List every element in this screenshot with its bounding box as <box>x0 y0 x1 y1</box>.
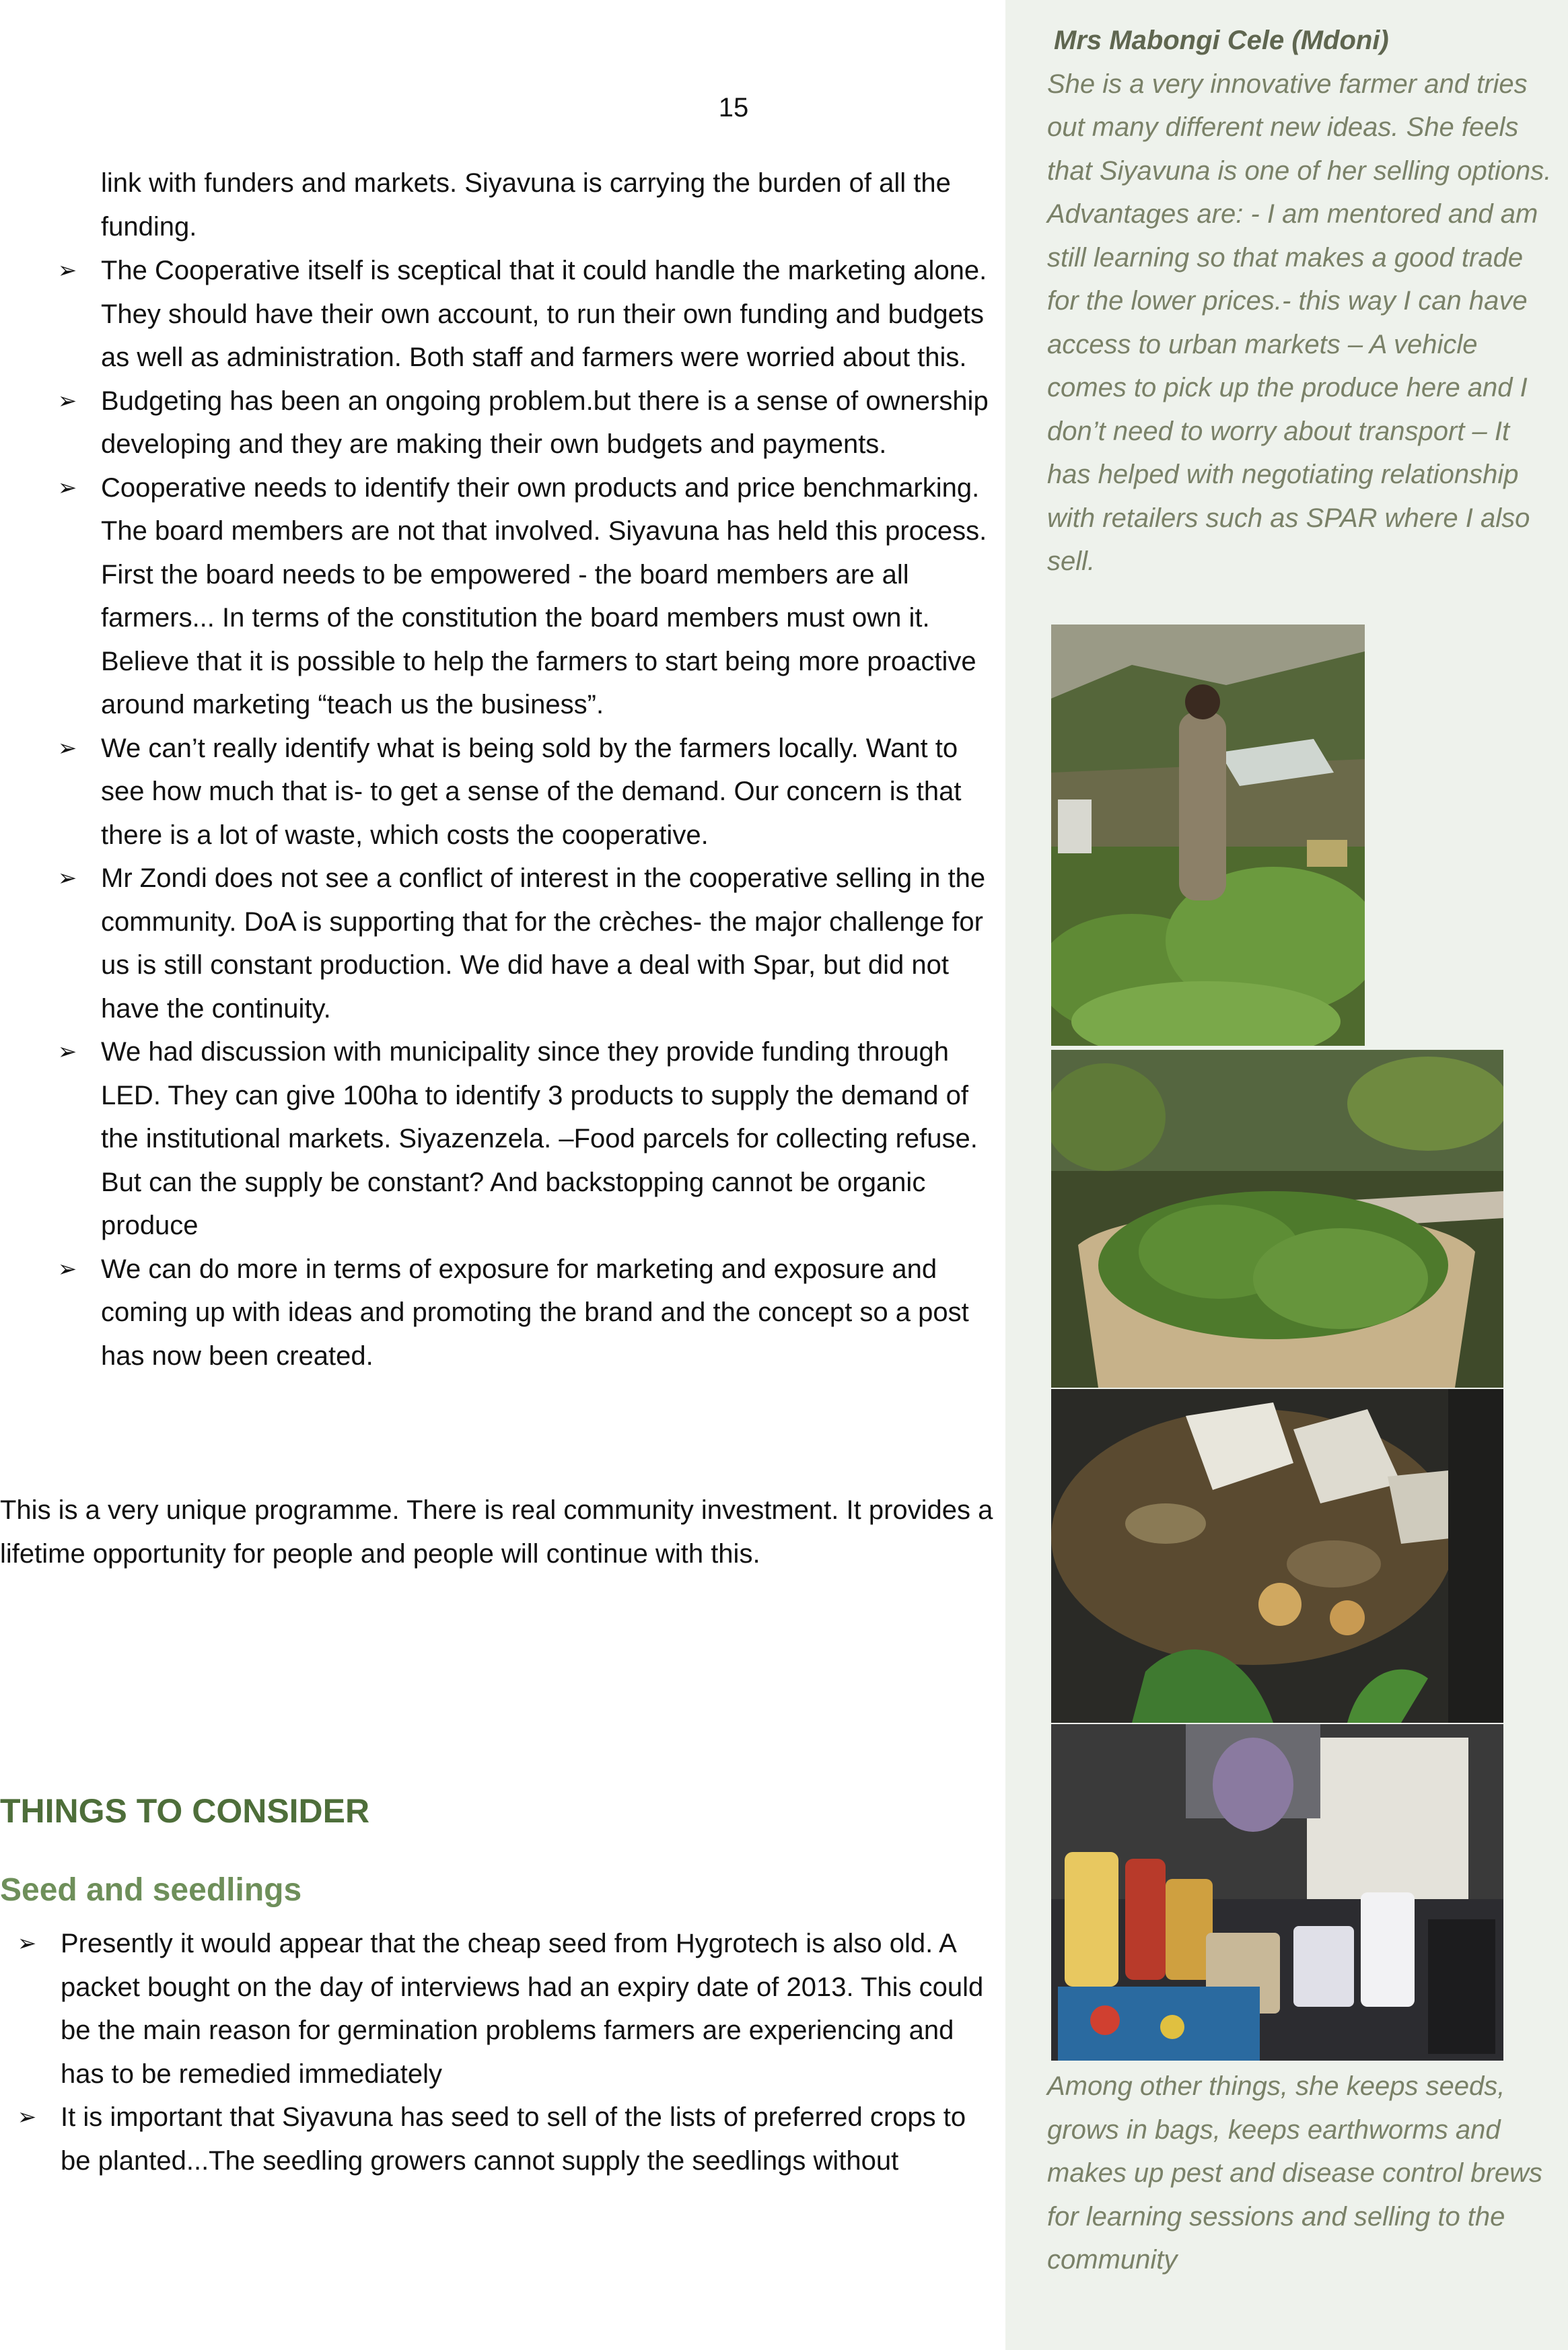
arrow-bullet-icon: ➢ <box>57 474 77 501</box>
compost-bin-image <box>1051 1389 1503 1723</box>
list-item-text: Presently it would appear that the cheap seed from Hygrotech is also old. A packet bought on the day of interviews had an expiry date of 2013. This could be the main reason for germination problems farmers are experiencing and has to be remedied immediately <box>61 1929 984 2089</box>
bag-garden-image <box>1051 1050 1503 1388</box>
arrow-bullet-icon: ➢ <box>57 865 77 892</box>
list-item <box>54 857 996 1030</box>
arrow-bullet-icon: ➢ <box>57 257 77 284</box>
profile-text: She is a very innovative farmer and tries out many different new ideas. She feels that Siyavuna is one of her selling options. Advantages are: - I am mentored and am still learning so that makes a good trade for the lower prices.- this way I can have access to urban markets – A vehicle comes to pick up the produce here and I don’t need to worry about transport – It has helped with negotiating relationship with retailers such as SPAR where I also sell. <box>1047 69 1552 576</box>
list-item-text: Cooperative needs to identify their own products and price benchmarking. The board members are not that involved. Siyavuna has held this process. First the board needs to be empowered - the board members are all farmers... In terms of the constitution the board members must own it. Believe that it is possible to help the farmers to start being more proactive around marketing “teach us the business”. <box>101 472 987 719</box>
subsection-heading: Seed and seedlings <box>0 1872 302 1908</box>
storage-shelf-image <box>1051 1724 1503 2061</box>
photo-compost-bin <box>1051 1389 1503 1723</box>
discussion-bullet-list <box>54 249 996 1378</box>
list-item <box>54 727 996 857</box>
photo-caption: Among other things, she keeps seeds, grows in bags, keeps earthworms and makes up pest and disease control brews for learning sessions and selling to the community <box>1047 2071 1542 2275</box>
list-item-text: Mr Zondi does not see a conflict of interest in the cooperative selling in the community. DoA is supporting that for the crèches- the major challenge for us is still constant production. We did have a deal with Spar, but did not have the continuity. <box>101 863 986 1024</box>
farmer-garden-image <box>1051 625 1365 1046</box>
list-item-text: We can’t really identify what is being sold by the farmers locally. Want to see how much that is- to get a sense of the demand. Our concern is that there is a lot of waste, which costs the cooperative. <box>101 733 962 850</box>
list-item <box>54 249 996 380</box>
list-item <box>54 1248 996 1378</box>
section-heading: THINGS TO CONSIDER <box>0 1792 370 1830</box>
farmer-profile <box>1047 19 1559 583</box>
list-item <box>54 1030 996 1248</box>
photo-farmer-in-garden <box>1051 625 1365 1046</box>
list-item <box>13 2096 996 2182</box>
list-item-text: We can do more in terms of exposure for marketing and exposure and coming up with ideas and promoting the brand and the concept so a post has now been created. <box>101 1254 969 1371</box>
closing-paragraph: This is a very unique programme. There is real community investment. It provides a lifetime opportunity for people and people will continue with this. <box>0 1495 993 1569</box>
list-item-text: The Cooperative itself is sceptical that it could handle the marketing alone. They should have their own account, to run their own funding and budgets as well as administration. Both staff and farmers were worried about this. <box>101 256 987 372</box>
list-item <box>13 1922 996 2096</box>
continued-paragraph: link with funders and markets. Siyavuna is carrying the burden of all the funding. <box>101 168 951 242</box>
page-number: 15 <box>718 93 749 122</box>
photo-bag-garden <box>1051 1050 1503 1388</box>
photo-storage-shelf <box>1051 1724 1503 2061</box>
list-item-text: Budgeting has been an ongoing problem.but there is a sense of ownership developing and they are making their own budgets and payments. <box>101 386 989 459</box>
list-item <box>54 380 996 466</box>
seed-bullet-list <box>13 1922 996 2182</box>
arrow-bullet-icon: ➢ <box>57 734 77 762</box>
list-item <box>54 466 996 727</box>
profile-name: Mrs Mabongi Cele (Mdoni) <box>1054 26 1389 55</box>
arrow-bullet-icon: ➢ <box>57 1038 77 1065</box>
arrow-bullet-icon: ➢ <box>57 1255 77 1283</box>
arrow-bullet-icon: ➢ <box>57 387 77 415</box>
arrow-bullet-icon: ➢ <box>17 1930 37 1957</box>
list-item-text: It is important that Siyavuna has seed to sell of the lists of preferred crops to be planted...The seedling growers cannot supply the seedlings without <box>61 2102 966 2176</box>
arrow-bullet-icon: ➢ <box>17 2104 37 2131</box>
list-item-text: We had discussion with municipality since they provide funding through LED. They can give 100ha to identify 3 products to supply the demand of the institutional markets. Siyazenzela. –Food parcels for collecting refuse. But can the supply be constant? And backstopping cannot be organic produce <box>101 1037 978 1240</box>
